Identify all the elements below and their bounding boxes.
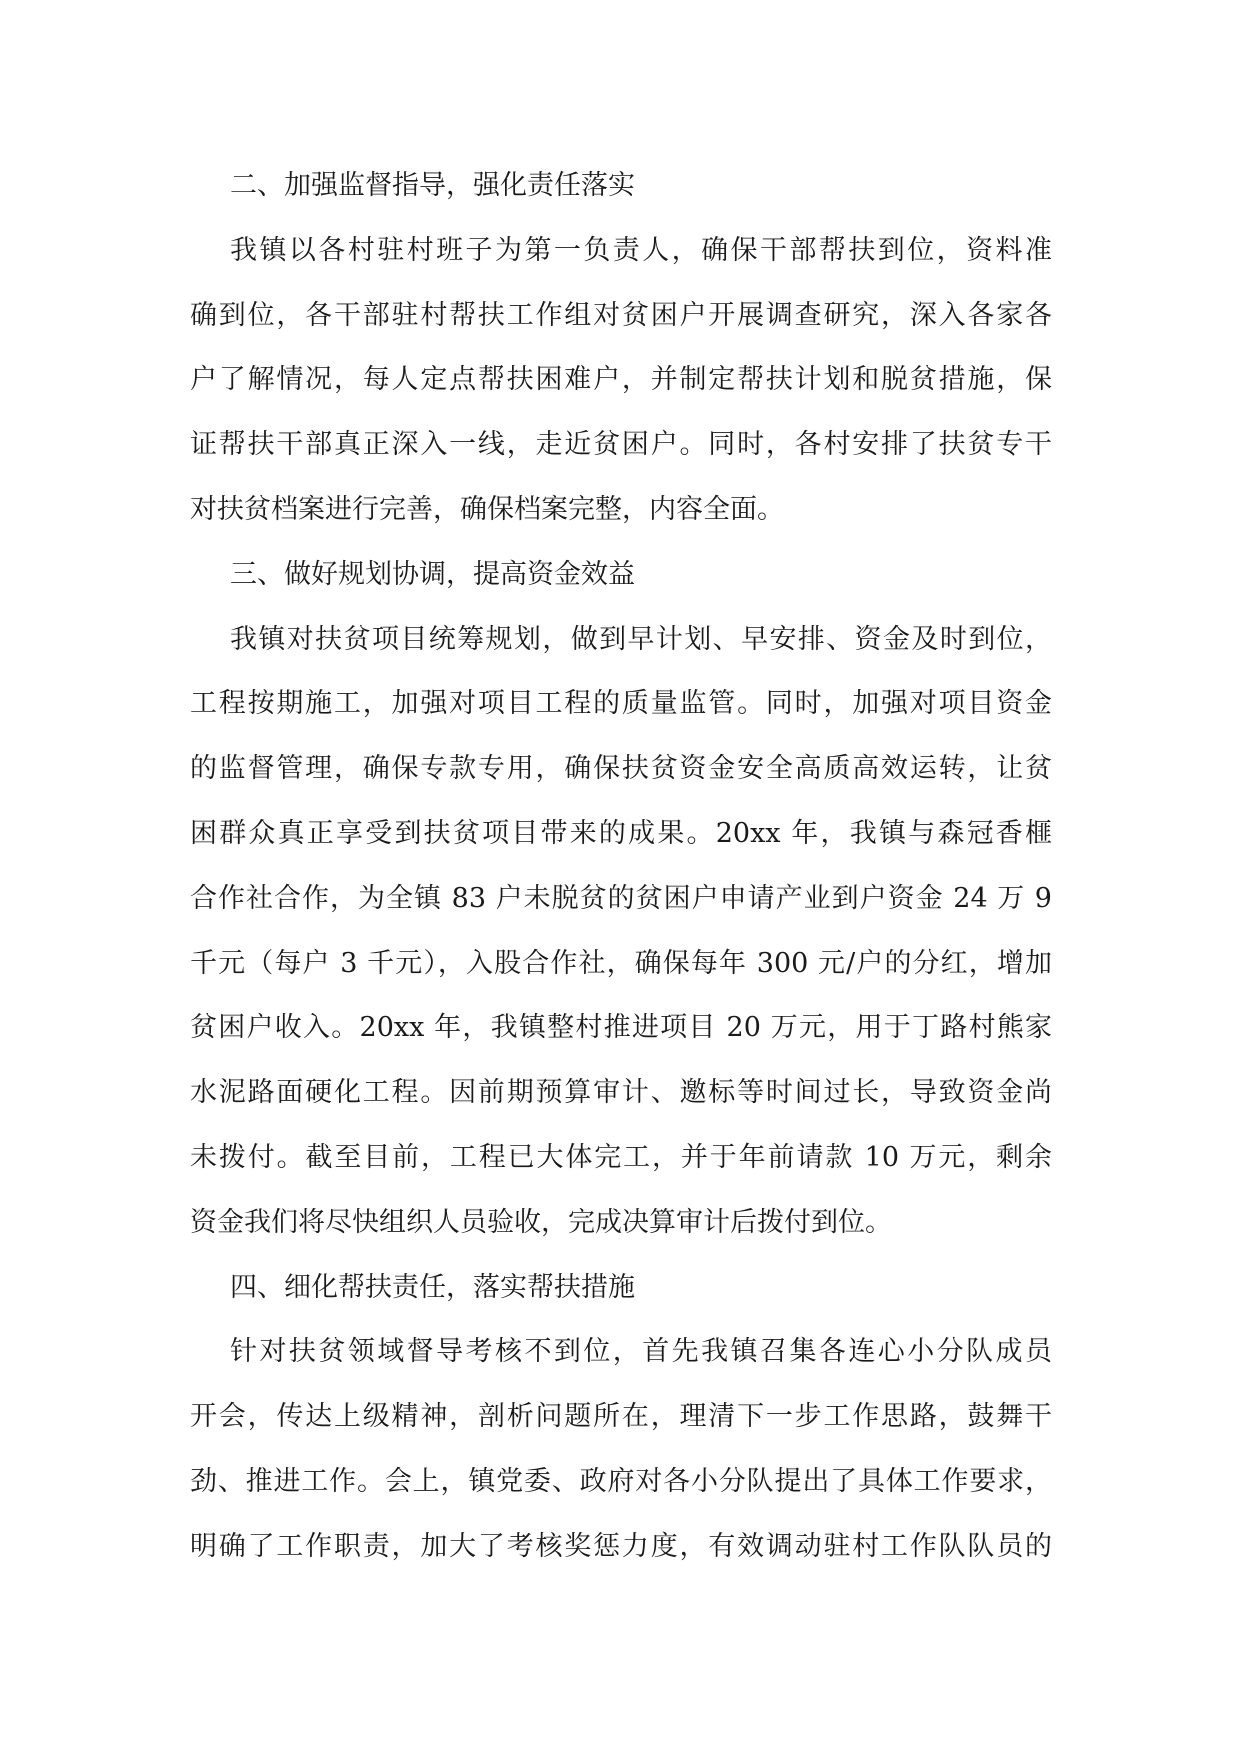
paragraph-line: 开会，传达上级精神，剖析问题所在，理清下一步工作思路，鼓舞干	[190, 1401, 1052, 1433]
paragraph-line: 针对扶贫领域督导考核不到位，首先我镇召集各连心小分队成员	[230, 1336, 1052, 1368]
paragraph-line: 证帮扶干部真正深入一线，走近贫困户。同时，各村安排了扶贫专干	[190, 429, 1052, 461]
section-heading-4: 四、细化帮扶责任，落实帮扶措施	[230, 1271, 635, 1303]
paragraph-line: 户了解情况，每人定点帮扶困难户，并制定帮扶计划和脱贫措施，保	[190, 364, 1052, 396]
paragraph-line: 工程按期施工，加强对项目工程的质量监管。同时，加强对项目资金	[190, 688, 1052, 720]
paragraph-line: 的监督管理，确保专款专用，确保扶贫资金安全高质高效运转，让贫	[190, 753, 1052, 785]
paragraph-line: 我镇对扶贫项目统筹规划，做到早计划、早安排、资金及时到位，	[230, 623, 1052, 655]
section-heading-2: 二、加强监督指导，强化责任落实	[230, 170, 635, 201]
paragraph-line: 对扶贫档案进行完善，确保档案完整，内容全面。	[190, 493, 784, 525]
paragraph-line: 水泥路面硬化工程。因前期预算审计、邀标等时间过长，导致资金尚	[190, 1077, 1052, 1109]
paragraph-line: 确到位，各干部驻村帮扶工作组对贫困户开展调查研究，深入各家各	[190, 299, 1052, 331]
section-heading-3: 三、做好规划协调，提高资金效益	[230, 558, 635, 590]
paragraph-line: 合作社合作，为全镇 83 户未脱贫的贫困户申请产业到户资金 24 万 9	[190, 882, 1052, 914]
paragraph-line: 我镇以各村驻村班子为第一负责人，确保干部帮扶到位，资料准	[230, 234, 1052, 266]
paragraph-line: 明确了工作职责，加大了考核奖惩力度，有效调动驻村工作队队员的	[190, 1530, 1052, 1562]
paragraph-line: 未拨付。截至目前，工程已大体完工，并于年前请款 10 万元，剩余	[190, 1141, 1052, 1173]
paragraph-line: 千元（每户 3 千元），入股合作社，确保每年 300 元/户的分红，增加	[190, 947, 1052, 979]
paragraph-line: 资金我们将尽快组织人员验收，完成决算审计后拨付到位。	[190, 1206, 892, 1238]
document-body	[190, 154, 1052, 1580]
paragraph-line: 贫困户收入。20xx 年，我镇整村推进项目 20 万元，用于丁路村熊家	[190, 1012, 1052, 1044]
paragraph-line: 劲、推进工作。会上，镇党委、政府对各小分队提出了具体工作要求，	[190, 1465, 1052, 1497]
paragraph-line: 困群众真正享受到扶贫项目带来的成果。20xx 年，我镇与森冠香榧	[190, 817, 1052, 849]
